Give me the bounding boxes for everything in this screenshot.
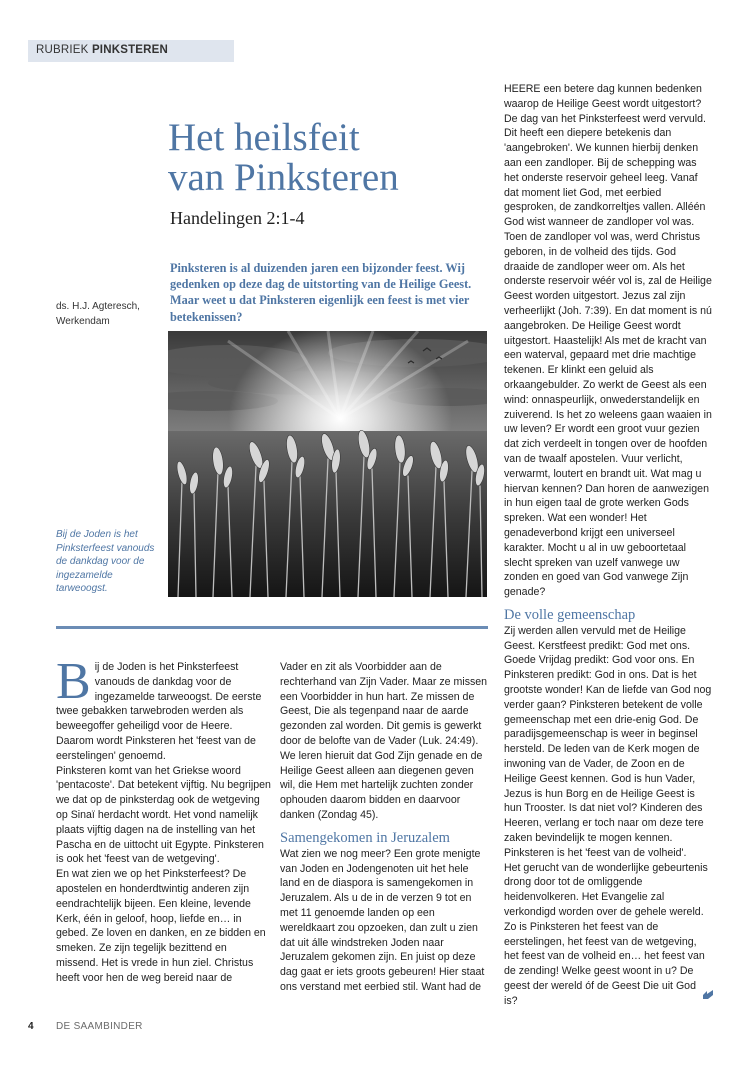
paragraph: ij de Joden is het Pinksterfeest vanouds de dankdag voor de ingezamelde tarweoogst. De eerste twee gebakken tarwebroden werden als beweegoffer geheiligd voor de Heere. Daarom wordt Pinksteren het 'feest van de eerstelingen' genoemd. — [56, 661, 262, 762]
paragraph: De dag van het Pinksterfeest werd vervuld. Dit heeft een diepere betekenis dan 'aangebroken'. We kunnen hierbij denken aan een zandloper. Bij de schepping was het onderste reservoir geheel leeg. Vanaf dat moment liet God, met eerbied gesproken, de zandkorreltjes vallen. Alléén God wist wanneer de zandloper vol was. Toen de zandloper vol was, werd Christus geboren, in de volheid des tijds. God draaide de zandloper weer om. Als het onderste reservoir wéér vol is, zal de Heilige Geest worden uitgestort. Jezus zal zijn verheerlijkt (Joh. 7:39). En dat moment is nú aangebroken. De Heilige Geest wordt uitgestort. Haastelijk! Als met de kracht van een waterval, gepaard met drie machtige tekenen. Er klinkt een geluid als orkaangebulder. Zo werkt de Geest als een wind: onnaspeurlijk, onwederstandelijk en zuiverend. Is het zo weleens gaan waaien in uw leven? Er wordt een groot vuur gezien dat zich verdeelt in tongen over de hoofden van de twaalf apostelen. Vuur verlicht, verwarmt, loutert en brandt uit. Wat mag u hiervan kennen? Dan horen de aanwezigen in hun eigen taal de grote werken Gods spreken. Wat een wonder! Het genadeverbond krijgt een universeel karakter. Mocht u al in uw geboortetaal slecht spreken van uzelf vanwege uw zonden en goed van God vanwege Zijn genade? — [504, 112, 712, 599]
author-place: Werkendam — [56, 316, 110, 327]
body-column-3 — [504, 82, 712, 1009]
paragraph: HEERE een betere dag kunnen bedenken waarop de Heilige Geest wordt uitgestort? — [504, 83, 702, 110]
paragraph: Het gerucht van de wonderlijke gebeurtenis drong door tot de omliggende heidenvolkeren. Het Evangelie zal verkondigd worden over de gehele wereld. Zo is Pinksteren het feest van de eerstelingen, het feest van de wetgeving, het feest van de volheid en… het feest van de zending! Welke geest woont in u? De geest der wereld óf de Geest Die uit God is? — [504, 861, 708, 1007]
body-column-1 — [56, 653, 271, 986]
rubric-label: RUBRIEK PINKSTEREN — [36, 44, 169, 56]
paragraph: Zij werden allen vervuld met de Heilige Geest. Kerstfeest predikt: God met ons. Goede Vrijdag predikt: God voor ons. En Pinksteren predikt: God in ons. Dat is het grootste wonder! Kan de liefde van God nog verder gaan? Pinksteren betekent de volle gemeenschap met een drie-enig God. De paradijsgemeenschap is weer in beginsel hersteld. De leden van de Kerk mogen de inwoning van de Vader, de Zoon en de Heilige Geest kennen. God is hun Vader, Jezus is hun Borg en de Heilige Geest is hun Trooster. Is dat niet vol? Kinderen des Heeren, verlang er toch naar om deze tere zaken bevindelijk te mogen kennen. Pinksteren is het 'feest van de volheid'. — [504, 624, 712, 859]
publication-name: DE SAAMBINDER — [56, 1021, 143, 1032]
intro-paragraph: Pinksteren is al duizenden jaren een bijzonder feest. Wij gedenken op deze dag de uitstorting van de Heilige Geest. Maar weet u dat Pinksteren eigenlijk een feest is met vier betekenissen? — [170, 261, 472, 324]
rubric-name: PINKSTEREN — [91, 44, 169, 56]
body-column-2 — [280, 660, 488, 995]
wheat-field-illustration — [168, 331, 487, 597]
author-name: ds. H.J. Agteresch, — [56, 301, 140, 312]
paragraph: Vader en zit als Voorbidder aan de rechterhand van Zijn Vader. Maar ze missen een Voorbidder in hun hart. Ze missen de Geest, Die als tegenpand naar de aarde gezonden zal worden. Dit gemis is gewerkt door de belofte van de Vader (Luk. 24:49). We leren hieruit dat God Zijn genade en de Heilige Geest alleen aan diegenen geven wil, die Hem met hartelijk zuchten zonder ophouden daarom bidden en daarvoor danken (Zondag 45). — [280, 661, 488, 821]
paragraph: Pinksteren komt van het Griekse woord 'pentacoste'. Dat betekent vijftig. Nu begrijpen we dat op de pinksterdag ook de wetgeving op Sinaï herdacht wordt. Het vond namelijk plaats vijftig dagen na de instelling van het Pascha en de uittocht uit Egypte. Pinksteren is ook het 'feest van de wetgeving'. — [56, 764, 271, 866]
title-line-1: Het heilsfeit — [168, 116, 360, 159]
section-divider — [56, 626, 488, 629]
title-line-2: van Pinksteren — [168, 156, 399, 199]
subheading-volle-gemeenschap: De volle gemeenschap — [504, 606, 636, 623]
paragraph: Wat zien we nog meer? Een grote menigte van Joden en Jodengenoten uit het hele land en de diaspora is samengekomen in Jeruzalem. Als u de in de verzen 9 tot en met 11 genoemde landen op een wereldkaart zou opzoeken, dan zult u zien dat uit álle windstreken Joden naar Jeruzalem gekomen zijn. En juist op deze dag gaat er iets groots gebeuren! Hier staat ons verstand met eerbied stil. Want had de — [280, 847, 485, 993]
paragraph: En wat zien we op het Pinksterfeest? De apostelen en honderdtwintig anderen zijn eendrachtelijk bijeen. Een kleine, levende Kerk, één in geloof, hoop, liefde en… in gebed. Ze loven en danken, en ze bidden en smeken. Ze zijn tegelijk bezittend en missend. Het is vrede in hun ziel. Christus heeft voor hen de weg bereid naar de — [56, 868, 266, 984]
subheading-samengekomen: Samengekomen in Jeruzalem — [280, 829, 450, 846]
page-title — [168, 118, 399, 198]
author-byline — [56, 299, 166, 329]
scripture-reference: Handelingen 2:1-4 — [170, 208, 305, 228]
wheat-field-photo — [168, 331, 487, 597]
photo-caption: Bij de Joden is het Pinksterfeest vanouds de dankdag voor de ingezamelde tarweoogst. — [56, 529, 155, 594]
drop-cap: B — [56, 653, 91, 710]
end-mark-icon — [701, 988, 715, 1002]
page-number: 4 — [28, 1021, 34, 1032]
